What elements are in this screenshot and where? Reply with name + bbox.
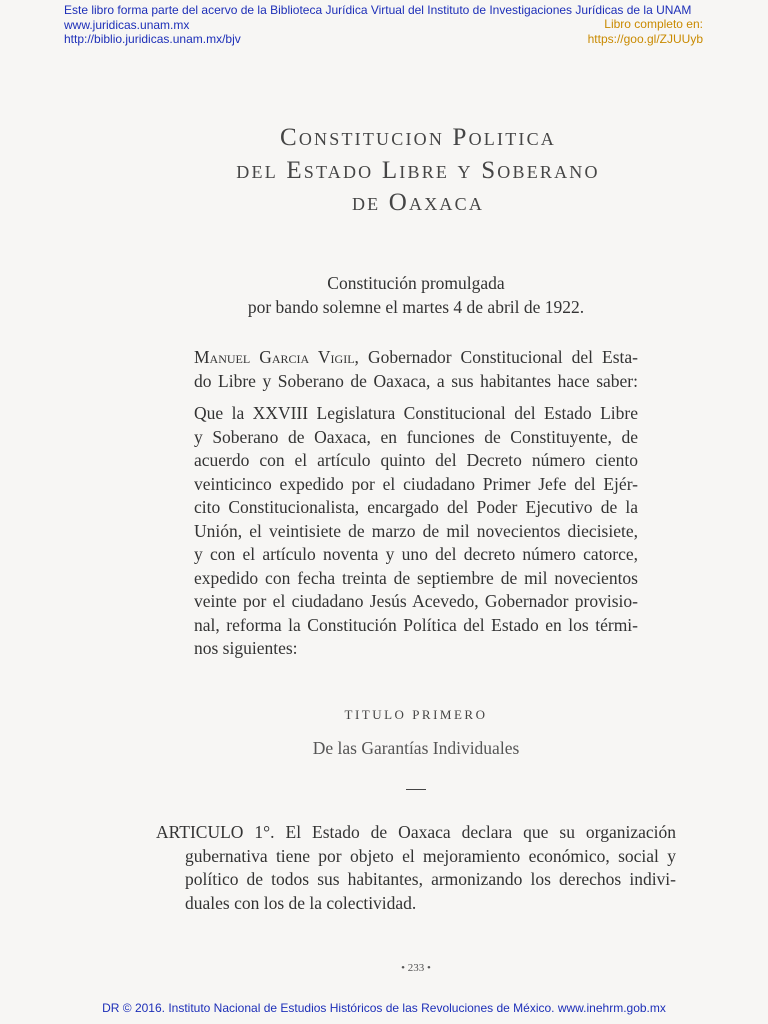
governor-name: Manuel Garcia Vigil <box>194 347 355 367</box>
section-heading: TITULO PRIMERO <box>344 707 488 722</box>
document-title <box>0 122 768 220</box>
body-line: cito Constitucionalista, encargado del Poder Ejecutivo de la <box>194 497 638 517</box>
header-full-book-label: Libro completo en: <box>604 17 703 31</box>
body-paragraph <box>194 402 638 661</box>
article-line: duales con los de la colectividad. <box>185 892 417 913</box>
section-divider <box>406 789 426 790</box>
document-subtitle <box>0 272 768 319</box>
title-line-1: Constitucion Politica <box>279 124 556 151</box>
body-line: y con el artículo noventa y uno del decreto número catorce, <box>194 544 638 564</box>
body-line: nal, reforma la Constitución Política del Estado en los térmi- <box>194 614 638 635</box>
header-full-book-link[interactable]: https://goo.gl/ZJUUyb <box>587 31 703 46</box>
header-collection-notice: Este libro forma parte del acervo de la Biblioteca Jurídica Virtual del Instituto de Investigaciones Jurídicas de la UNAM <box>64 3 692 17</box>
body-line: acuerdo con el artículo quinto del Decreto número ciento <box>194 450 638 470</box>
intro-line-2: do Libre y Soberano de Oaxaca, a sus habitantes hace saber: <box>194 370 638 391</box>
title-line-3: de Oaxaca <box>351 189 485 216</box>
header-link-bjv[interactable]: http://biblio.juridicas.unam.mx/bjv <box>64 32 241 46</box>
section-subheading: De las Garantías Individuales <box>312 738 520 758</box>
intro-line-1 <box>194 346 638 370</box>
body-line: expedido con fecha treinta de septiembre de mil novecientos <box>194 567 638 588</box>
body-line: Que la XXVIII Legislatura Constitucional del Estado Libre <box>194 403 638 423</box>
body-line: veinte por el ciudadano Jesús Acevedo, Gobernador provisio- <box>194 591 638 611</box>
article-1 <box>156 821 676 915</box>
subtitle-line-2: por bando solemne el martes 4 de abril de 1922. <box>247 296 585 317</box>
header-right <box>588 17 703 46</box>
body-line: y Soberano de Oaxaca, en funciones de Constituyente, de <box>194 426 638 447</box>
subtitle-line-1: Constitución promulgada <box>327 273 505 293</box>
body-line: nos siguientes: <box>194 638 298 658</box>
title-line-2: del Estado Libre y Soberano <box>236 156 600 184</box>
header-link-juridicas[interactable]: www.juridicas.unam.mx <box>64 17 190 32</box>
intro-paragraph <box>194 346 638 393</box>
article-line: gubernativa tiene por objeto el mejoramiento económico, social y <box>185 845 676 866</box>
intro-line-1-rest: , Gobernador Constitucional del Esta- <box>354 347 638 367</box>
article-line: político de todos sus habitantes, armonizando los derechos indivi- <box>185 869 676 889</box>
footer-copyright: DR © 2016. Instituto Nacional de Estudios Históricos de las Revoluciones de México. www.inehrm.gob.mx <box>102 1001 666 1015</box>
page-number: • 233 • <box>401 962 431 974</box>
article-line: ARTICULO 1°. El Estado de Oaxaca declara que su organización <box>156 822 676 842</box>
body-line: Unión, el veintisiete de marzo de mil novecientos diecisiete, <box>194 520 638 541</box>
body-line: veinticinco expedido por el ciudadano Primer Jefe del Ejér- <box>194 473 638 494</box>
